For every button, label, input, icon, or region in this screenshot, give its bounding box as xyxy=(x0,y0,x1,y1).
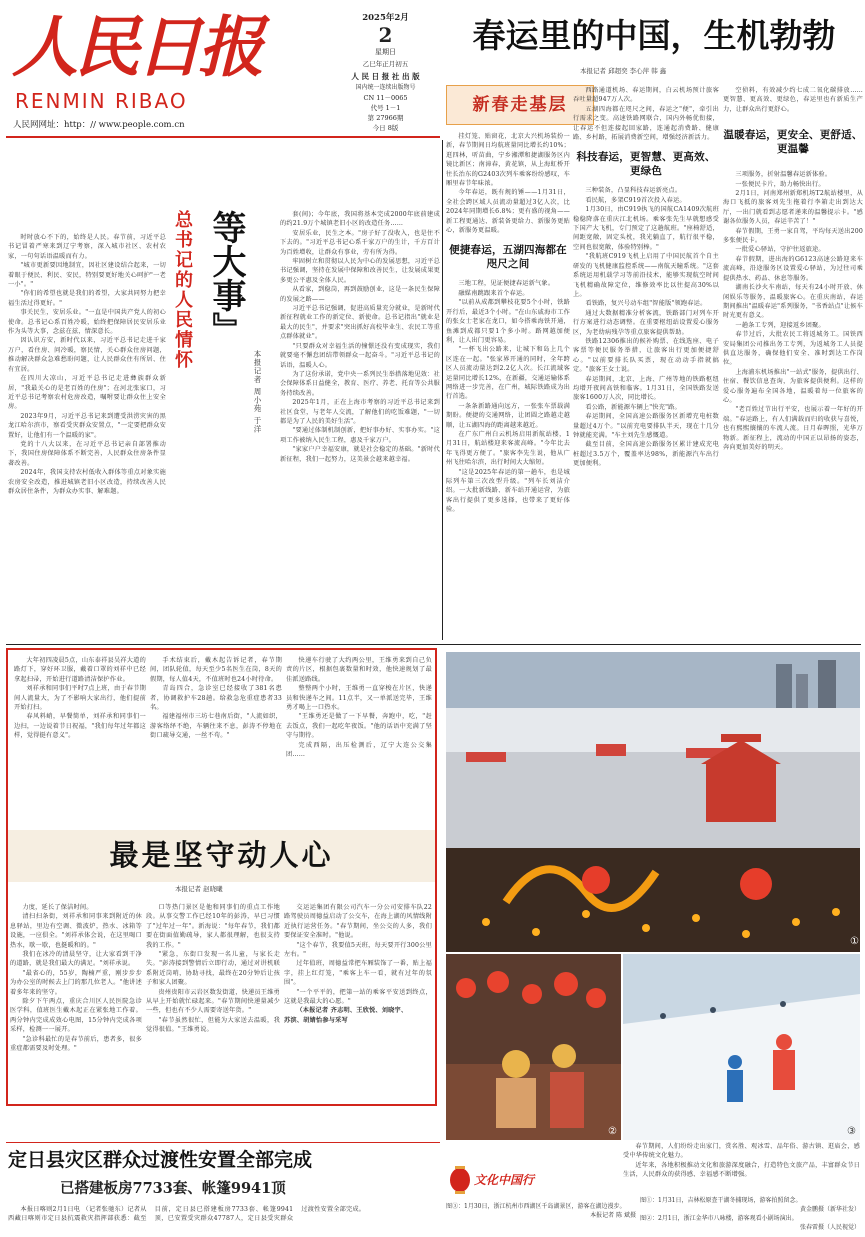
culture-captions-extra xyxy=(446,1202,636,1236)
weekday: 星期日 xyxy=(375,48,396,56)
feature-col-1: 大年初四凌晨5点，山东泰祥县吴祥大道的路灯下，穿好环卫服，戴着口罩的刘祥中已经拿起扫帚，开始进行道路清洁保护作业。 刘祥承和同事们平时7点上班，由于春节期间人流量大，为了不影响大家出行，他们提前开始打扫。 春风料峭，早餐简单，刘祥承和同事们一边扫，一边说着节日祝福，"我们每年过年都这样，觉得挺有意义"。 xyxy=(14,657,146,740)
publisher: 人 民 日 报 社 出 版 xyxy=(351,72,420,81)
feature-col-3: 快递车行驶了大约两公里，王维勇来到自己负责的片区，根据包裹数量和时效，他快速规划了最佳派送路线。 整整两个小时，王维勇一直穿梭在片区，快递员和快递车之间。11点半，又一单派送完毕，王维勇才喝上一口热水。 "王维勇还是做了一下早餐，奔跑中，吃，"赶去饭点，我们一起吃年夜饭。"他的话语中充满了坚守与期待。 完成西隔，出压检测后，辽宁大连公交集团…… xyxy=(286,657,432,759)
caption-1-credit: 黄金鹏摄（新华社发） xyxy=(799,1206,860,1213)
bottom-rule xyxy=(6,1142,440,1143)
photo-2 xyxy=(446,954,621,1140)
winter-festival-photo xyxy=(446,652,860,952)
commentary-title-box xyxy=(204,210,248,680)
culture-captions xyxy=(640,1196,860,1236)
masthead-logo xyxy=(8,2,296,86)
feature-title: 最是坚守动人心 xyxy=(109,838,334,872)
date-panel xyxy=(338,12,433,134)
commentary-kicker xyxy=(168,210,198,410)
photo-2-label: ② xyxy=(608,1126,617,1137)
culture-logo xyxy=(446,1160,546,1200)
divider-mid-horizontal xyxy=(6,644,861,645)
page-count: 今日 8版 xyxy=(372,124,399,132)
caption-2: 图②：2月1日，浙江金华市八咏楼，游客观看小剧场演出。 xyxy=(640,1215,798,1222)
top-sub3: 温暖春运，更安全、更舒适、更温馨 xyxy=(723,129,863,156)
spring-banner-text: 新春走基层 xyxy=(472,95,568,115)
photo-1-label: ① xyxy=(850,936,859,947)
masthead-rule xyxy=(6,136,440,138)
top-sub2: 便捷春运，五湖四海都在咫尺之间 xyxy=(449,244,567,271)
feature-reporters: （本报记者 齐志明、王欣悦、刘晓宇、 xyxy=(296,1007,408,1015)
commentary-kicker-text: 总书记的人民情怀 xyxy=(172,210,193,370)
caption-1-text: 图①：1月31日，吉林松原查干湖冬捕现场，游客拍照留念。 xyxy=(640,1197,802,1204)
commentary-title: 等大事』 xyxy=(206,210,246,346)
caption-3-credit: 本报记者 陈 斌摄 xyxy=(590,1212,636,1219)
top-story-byline: 本报记者 邱超奕 李心萍 韩 鑫 xyxy=(580,67,667,75)
date-line: 2025年2月 xyxy=(362,13,409,23)
top-col-2: 西路通道机场、春运期间，白云机场预计旅客吞吐量超947万人次。 五湖四海都在咫尺之间，春运之"便"，牵引出行需求之变。高速铁路网联合，国内外畅优衔接，让春运不但连接起回家路，连通起消费路、健康路、乡村路，拓展消费新空间，增强经济新活力。 科技春运，更智慧、更高效、更绿色 三种装备，凸显科技春运新亮点。 看民航，多架C919首次投入春运。 1月30日，由C919执飞的国航CA1409次航班稳稳降落在重庆江北机场。乘客张先生早就想感受下国产大飞机，专门预定了这趟航班。"座椅舒适，间距宽敞，固定头枕，我光躺直了，航行很平稳，空间也很宽敞，体验特别棒。" "我航班C919飞机上启用了中国民航首个自主研发的飞机健康监控系统——南航天瞳系统。"这套系统运用机载学习等前沿技术，能够实现航空时间飞机精确故障定位，维修效率比以往提高30%以上。 看铁路，复兴号动车组"智能版"领跑春运。 通过大数据精准分析客流，铁路部门对列车开行方案进行动态调整。在重要枢纽站设置爱心服务区，为老幼病残孕等重点旅客提供帮助。 铁路12306推出的候补购票、在线选座、电子客票等便民服务举措，让旅客出行更加便捷舒心。"以前要排长队买票，现在动动手指就搞定。"旅客王女士说。 春运期间，北京、上海、广州等地的铁路枢纽均增开夜间高铁和临客。1月31日，全国铁路发送旅客1600万人次，同比增长。 看公路，新能源车辆上"快充"路。 春运期间，全国高速公路服务区新增充电桩数量超过4万个。"以前充电要排队半天，现在十几分钟就能充满。"车主刘先生感慨道。 截至目前，全国高速公路服务区累计建成充电桩超过3.5万个，覆盖率达98%，新能源汽车出行更加便利。 xyxy=(573,87,719,468)
commentary-col-2: 套(间)；今年底，我国将基本完成2000年底前建成的约21.9万个城镇老旧小区的改造任务…… 安居乐业，民生之本。"房子好了没收入，也是住不下去的。"习近平总书记心系千家万户的生计，千方百计为百姓增收，让群众有事业，劳有所为得。 牢固树立和贯彻以人民为中心的发展思想，习近平总书记强调，坚持在发展中保障和改善民生，让发展成果更多更公平惠及全体人民。 从看家，到稳岗，再到鼓励创业，这是一条民生保障的发展之路—— 习近平总书记强调，促进高质量充分就业，是新时代新征程就业工作的新定位、新使命。总书记指出"就业是最大的民生"，并要求"突出抓好高校毕业生、农民工等重点群体就业"。 "只要群众对幸福生活的憧憬还没有变成现实，我们就要毫不懈怠团结带领群众一起奋斗。"习近平总书记的话语，温暖人心。 为了这份承诺，党中央一系列民生举措落地见效：社会保障体系日益健全，教育、医疗、养老、托育等公共服务持续改善。 2025年1月，正在上海市考察的习近平总书记来到社区食堂，与老年人交流，了解他们的吃饭难题，"一切都是为了人民的美好生活"。 "要通过体制机制创新，把好事办好、实事办实。"这项工作被纳入民生工程，惠及千家万户。 "家家户户幸福安康，就是社会稳定的基础。"新时代新征程，我们一起努力，这美景会越来越幸福。 xyxy=(280,211,440,463)
masthead-pinyin: RENMIN RIBAO xyxy=(15,89,188,113)
bottom-left-lead-text: 本报日喀则2月1日电 （记者张驰东）记者从西藏日喀则市定日县抗震救灾指挥部获悉：截至目前，定日县已搭建板房7733套、帐篷9941顶，已安置受灾群众47787人，定日县受灾群众过渡性安置全部完成。 xyxy=(8,1206,366,1223)
top-sub1: 科技春运，更智慧、更高效、更绿色 xyxy=(576,151,716,178)
caption-3: 图③：1月30日，浙江杭州市西湖区千岛湖景区，游客在湖边漫步。 xyxy=(446,1203,626,1210)
top-col-1: 挂灯笼、贴窗花，北京大兴机场装扮一新，春节期间日均航班量同比增长约10%；逛四林，听苗曲，宁乡湘潭和捷湖服务区内镜比新区；南漳春，黄花镇，从上海虹桥开往长治东的G2403次列车乘客纷纷感叹，车厢里春节年味浓。 今年春运，既有规的锤——1月31日，全社会跨区域人员流动量超过3亿人次，比2024年同期增长6.8%；更有盛的视角——新工程更通达、新装备更给力、新服务更贴心，新服务更温暖。 便捷春运，五湖四海都在咫尺之间 三地工程，见证便捷春运新气象。 融媒南跳跟来首个春运。 "以前从成都到攀枝花要5个小时，铁路开行后，最近3个小时。"在山东戚海市工作的张女士老家在龙口，如今搭乘海铁开通，鱼滩到成都只要1个多小时。路网越加便利，让人出门更容易。 "一杯飞出公路来，让城下和岛上几个区连在一起。"张家界开通的同时，全年跨区人员流动量达到2.2亿人次。长江流域客运量同比增长12%，在新疆，交通运输体系网络进一步完善，在广州，城际铁路成为出行首选。 一条条新路通向远方，一张张车票载满期盼。便捷的交通网络，让团圆之路越走越顺，让五湖四海的距离越来越近。 在广东广州白云机场启用新航站楼，1月31日，航站楼迎来客流高峰。"今年比去年飞得更方便了。"旅客李先生说，他从广州飞往哈尔滨，出行时间大大缩短。 "这是2025年春运的第一趟车，也是城际列车第三次改型升级。"列车长刘洁介绍。一大批新线路、新车站开通运营，为旅客出行提供了更多选择，也带来了更好体验。 xyxy=(446,133,570,514)
feature-related-names: 苏滨、胡婧怡参与采写 xyxy=(284,1016,348,1024)
renmin-ribao-logo xyxy=(8,2,296,86)
culture-logo-text: 文化中国行 xyxy=(474,1173,535,1187)
feature-col-6: 交运运集团有限公司汽车一分公司安排车队22路驾驶员周德益启动了公交车，在海上湖的风情线附近执行运营任务。"春节期间，坐公交的人多，我们要保证安全准时。"他说。 "这个春节，我要值5天班，每天要开行300公里左右。" 过年值班，周德益常把车厢装饰了一番，贴上福字，挂上红灯笼，"乘客上车一看，就有过年的氛围"。 "一个平平的，把第一站的乘客平安送到终点，这就是我最大的心愿。" （本报记者 齐志明、王欣悦、刘晓宇、 苏滨、胡婧怡参与采写 xyxy=(284,904,432,1024)
feature-col-4: 力度，延长了保洁时间。 清扫扫条街，刘祥承和同事来到附近的休息驿站，里边有空调、微波炉，热水、冰箱等设施，一应俱全。"刘祥承体会说，在这里喝口热水，歇一歇，也挺暖和的。" 我们在冰冷的清晨坚守，让大家看到干净的道路，就是我们最大的满足。"刘祥承说。 "最省心的，55岁，陶楠严重，刚步步步为办公室的时候去上门的那几位老人。"他讲述着多年来的坚守。 除夕下午两点，重庆合川区人民医院急诊医学科，值班医生戴木起正在紧张地工作着。两分钟内完成成效心电图，15分钟内完成各项采样，检测一一展开。 "急诊科最忙的是春节前后，患者多，很多重症都需要及时处理。" xyxy=(10,904,142,1053)
bottom-left-lead xyxy=(8,1205,440,1235)
feature-col-2: 手术结束后，戴木起告诉记者，春节期间，团队轮值，每天至少5名医生在岗，8天的假期，每人值4天，不值班时也24小时待命。 青岛四合，急诊室已经接收了381名患者，协调救护车28趟。给救急危重症患者33名。 福建福州市三坊七巷南后街，"人流如织，游客络绎不绝，车辆往来不息，彭涛不停地在街口疏导交通，一丝不苟。" xyxy=(150,657,282,740)
top-story-title: 春运里的中国，生机勃勃 xyxy=(472,16,836,55)
date-day: 2 xyxy=(378,23,393,47)
commentary-byline-box xyxy=(252,350,274,490)
photo-story: 春节期间，人们纷纷走出家门，赏名胜、观冰雪、品年俗、游古镇、逛庙会，感受中华传统文化魅力。 近年来，各地积极推动文化和旅游深度融合，打造特色文旅产品，丰富群众节日生活，人民群众的获得感、幸福感不断增强。 xyxy=(623,1143,860,1179)
top-col-3: 空侦料，有效减少约七成二氧化碳排放……更智慧、更高效、更绿色，春运里也有新质生产力，让群众出行更舒心。 温暖春运，更安全、更舒适、更温馨 三项服务，折射温馨春运新体验。 一张便民卡片，助力畅快出行。 2月1日，河南郑州新郑机场T2航站楼里，从海口飞抵的旅客刘先生拖着行李箱走出到达大厅，一出门就看到志愿者递来的温馨提示卡。"感谢各位服务人员，春运辛苦了！" 春节假期，王勇一家自驾，平均每天送出200多张便民卡。 一批爱心驿站，守护往返旅途。 春节假期，进出海的G6123高速公路迎来车流高峰，沿途服务区设置爱心驿站，为过往司乘提供热水、药品、休息等服务。 湖南长沙火车南站，每天有24小时开放、休闲娱乐等服务，温暖旅客心。在重庆南站，春运期间推出"温暖春运"系列服务，"书香站点"让候车时光更有意义。 一趟条工专列，迎接返乡团聚。 春节过后，大批农民工将返城务工。国铁西安局集团公司推出务工专列，为返城务工人员提供直达服务，确保他们安全、准时到达工作岗位。 上海浦东机场推出"一站式"服务，提供出行、住宿、餐饮信息查询，为旅客提供便利。这样的爱心服务遍布全国各地，温暖着每一位旅客的心。 "老百姓过节出行平安，也展示着一年好的开端。"春运路上，有人们满载而归的收获与喜悦，也有熙熙攘攘的车流人流。日月春晖照，光华万物新。新征程上，流动的中国正以昂扬的姿态，奔向更加美好的明天。 xyxy=(723,87,863,451)
ski-photo xyxy=(623,954,860,1140)
bottom-left-subtitle: 已搭建板房7733套、帐篷9941顶 xyxy=(60,1180,286,1197)
photo-3 xyxy=(623,954,860,1140)
postal-code: 代号 1－1 xyxy=(370,104,401,112)
caption-2-credit: 张春雷摄（人民视觉） xyxy=(799,1224,860,1231)
issue-number: 第 27966期 xyxy=(367,114,404,122)
feature-byline: 本报记者 赵晓曦 xyxy=(175,885,223,893)
feature-col-5: 口等热门景区是他和同事们的重点工作地段。从事交警工作已经10年的彭涛，早已习惯了"过年过一年"。新海说："每年春节，我们都要在街面值勤疏导，家人都很理解，也很支持我的工作。" "紧急，东街口发现一名儿童，与家长走失。"彭涛接到警情后立即行动，通过对讲机联系附近岗哨，协助寻找，最终在20分钟后让孩子和家人团聚。 贵州贵阳市云岩区数发街道，快递员王维勇从早上开始就忙碌起来。"春节期间快递量减少一些，但也有不少人需要寄送年货。" "春节虽然很忙，但能为大家送去温暖，我觉得很值。"王维勇说。 xyxy=(146,904,280,1034)
spring-banner xyxy=(446,85,594,125)
masthead-website: 人民网网址：http：// www.people.com.cn xyxy=(13,120,185,130)
caption-1 xyxy=(640,1196,860,1205)
lanterns-photo xyxy=(446,954,621,1140)
divider-upper xyxy=(442,140,443,640)
cn-label: 国内统一连续出版物号 xyxy=(355,84,416,91)
cn-number: CN 11－0065 xyxy=(363,94,408,102)
photo-3-label: ③ xyxy=(847,1126,856,1137)
lunar-date: 乙巳年正月初五 xyxy=(362,60,409,68)
commentary-byline: 本报记者 周小苑 于洋 xyxy=(253,350,262,434)
commentary-col-1: 时时放心不下的，始终是人民。春节前，习近平总书记冒着严寒来到辽宁考察，深入城市社区、农村农家，一句句话语温暖而有力。 "城市更新要因地制宜，因社区建设结合起来，一切着眼于便民、利民、安民，特别要更好地关心呵护"一老一小"。" "你们的希望也就是我们的希望，大家共同努力把幸福生活过得更好。" 事关民生，安居乐业。"一直是中国共产党人的初心使命。总书记心系百姓冷暖，始终把保障居民安居乐业作为头等大事，念兹在兹，情深意长。 因认识方安，新时代以来，习近平总书记走进千家万户，看住房、问冷暖，察民情，关心群众住房问题，推动解决群众急难愁盼问题，让人民群众住有所居、住有宜居。 在四川大凉山，习近平总书记走进彝族群众新居，"我最关心的是老百姓的住房"；在河北张家口，习近平总书记考察农村危房改造，嘱咐要让群众住上安全房。 2023年9月，习近平总书记来到遭受洪涝灾害的黑龙江哈尔滨市，察看受灾群众安置点，"一定要把群众安置好，让他们有一个温暖的家"。 党的十八大以来，在习近平总书记亲自部署推动下，我国住房保障体系不断完善，人民群众住房条件显著改善。 2024年，我国支持农村低收入群体等重点对象实施农房安全改造，推进城镇老旧小区改造，持续改善人民群众居住条件，为群众办实事、解难题。 xyxy=(8,234,166,495)
logo-text: 人民日报 xyxy=(12,8,260,86)
photo-1 xyxy=(446,652,860,952)
bottom-left-title: 定日县灾区群众过渡性安置全部完成 xyxy=(8,1149,313,1171)
